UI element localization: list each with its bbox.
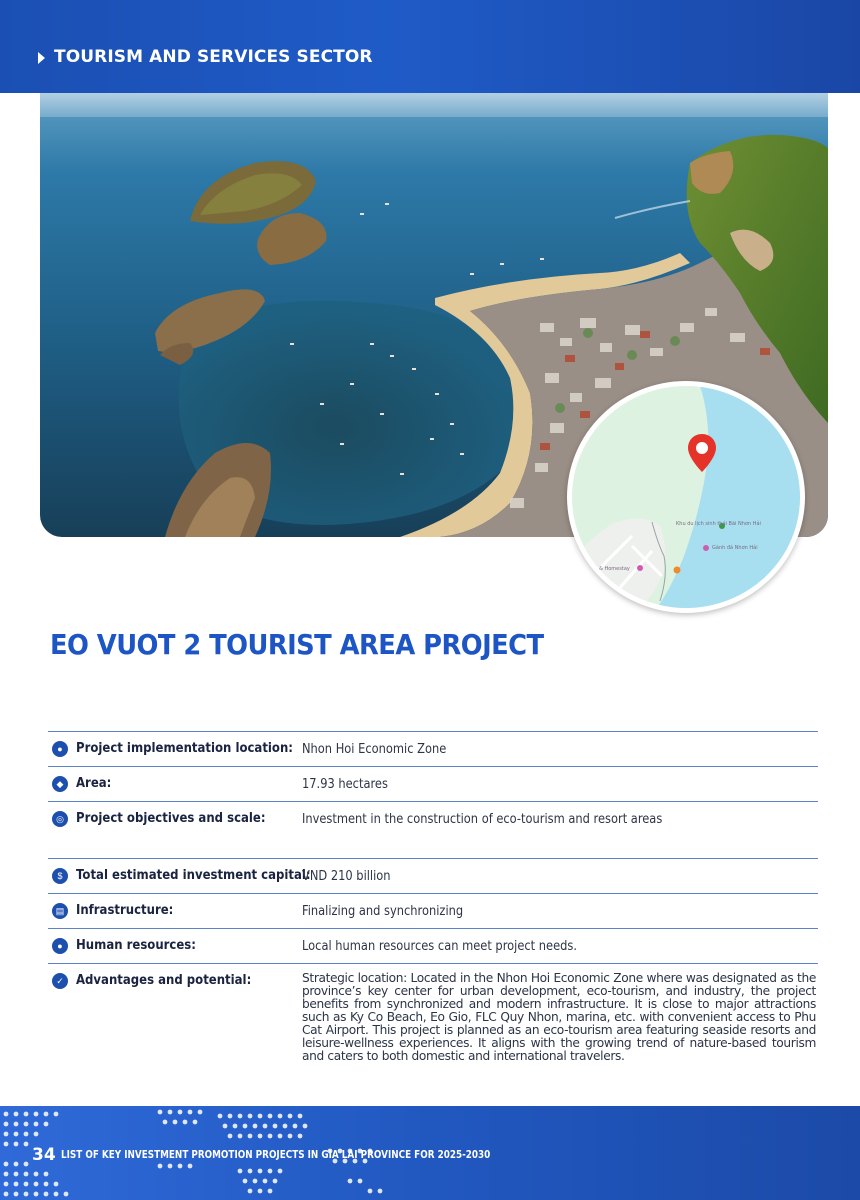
footer-title: LIST OF KEY INVESTMENT PROMOTION PROJECTS IN GIA LAI PROVINCE FOR 2025-2030: [61, 1149, 491, 1161]
info-row-capital: [48, 858, 818, 893]
map-label-beach: Khu du lịch sinh thái Bãi Nhơn Hải: [676, 521, 761, 527]
map-inset[interactable]: [572, 386, 800, 608]
map-pin-icon: [688, 434, 716, 472]
page-number: 34: [32, 1145, 56, 1165]
info-label: Area:: [76, 776, 112, 791]
info-value: Finalizing and synchronizing: [302, 904, 464, 919]
area-icon: ◆: [52, 776, 68, 792]
triangle-right-icon: [38, 52, 45, 64]
info-row-advantages: [48, 963, 818, 1098]
info-value: 17.93 hectares: [302, 777, 388, 792]
project-info-table: [48, 731, 818, 1098]
section-title: TOURISM AND SERVICES SECTOR: [54, 47, 373, 67]
person-icon: ●: [52, 938, 68, 954]
info-value: Strategic location: Located in the Nhon Hoi Economic Zone where was designated as the province’s key center for urban development, eco-tourism, and industry, the project benefits from synchronized and modern infrastructure. It is close to major attractions such as Ky Co Beach, Eo Gio, FLC Quy Nhon, marina, etc. with convenient access to Phu Cat Airport. This project is planned as an eco-tourism area featuring seaside resorts and leisure-wellness experiences. It aligns with the growing trend of nature-based tourism and caters to both domestic and international travelers.: [302, 971, 816, 1063]
info-label: Infrastructure:: [76, 903, 174, 918]
info-value: Nhon Hoi Economic Zone: [302, 742, 447, 757]
infrastructure-icon: ▤: [52, 903, 68, 919]
info-value: Investment in the construction of eco-tourism and resort areas: [302, 812, 663, 827]
info-label: Human resources:: [76, 938, 196, 953]
info-label: Advantages and potential:: [76, 973, 252, 988]
info-row-location: [48, 731, 818, 766]
info-label: Project objectives and scale:: [76, 811, 266, 826]
info-row-objectives: [48, 801, 818, 858]
info-label: Total estimated investment capital:: [76, 868, 311, 883]
info-label: Project implementation location:: [76, 741, 293, 756]
info-value: VND 210 billion: [302, 869, 391, 884]
target-icon: ◎: [52, 811, 68, 827]
info-value: Local human resources can meet project needs.: [302, 939, 577, 954]
info-row-area: [48, 766, 818, 801]
map-label-homestay: & Homestay: [599, 566, 630, 572]
checkmark-icon: ✓: [52, 973, 68, 989]
location-pin-icon: ●: [52, 741, 68, 757]
info-row-human-resources: [48, 928, 818, 963]
project-title: EO VUOT 2 TOURIST AREA PROJECT: [50, 628, 544, 661]
map-label-rocks: Gành đá Nhơn Hải: [712, 545, 758, 551]
money-bag-icon: $: [52, 868, 68, 884]
info-row-infrastructure: [48, 893, 818, 928]
